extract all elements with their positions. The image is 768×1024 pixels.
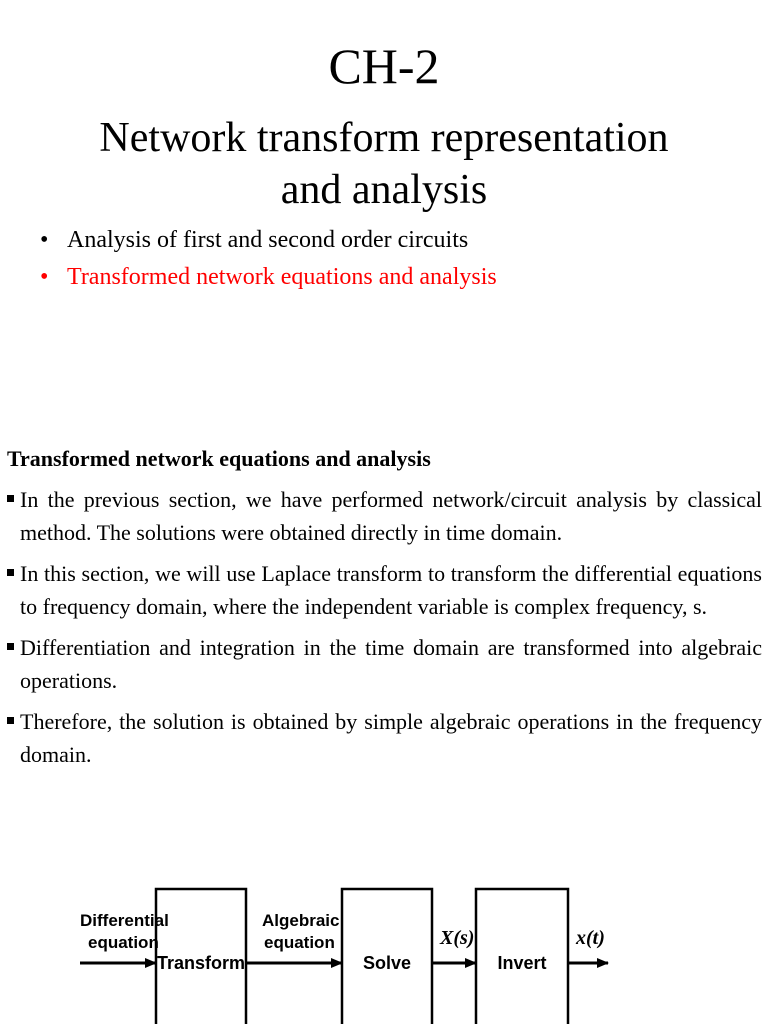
signal-time-label: x(t) [576, 927, 605, 949]
square-bullet-icon [7, 495, 14, 502]
paragraph-list [7, 483, 762, 779]
transform-box-label: Transform [156, 953, 246, 973]
topic-bullet-text: Analysis of first and second order circuits [67, 227, 469, 253]
paragraph-item [7, 631, 762, 697]
topic-bullet-text: Transformed network equations and analysis [67, 264, 497, 290]
paragraph-item [7, 557, 762, 623]
square-bullet-icon [7, 569, 14, 576]
slide-subtitle [0, 112, 768, 216]
invert-box-label: Invert [497, 953, 547, 973]
paragraph-item [7, 705, 762, 771]
input-label-line-2: equation [88, 933, 159, 952]
square-bullet-icon [7, 717, 14, 724]
mid-label-line-1: Algebraic [262, 911, 340, 930]
square-bullet-icon [7, 643, 14, 650]
slide-title: CH-2 [328, 38, 440, 94]
laplace-flow-diagram [0, 870, 768, 1024]
topic-bullet-highlighted [40, 259, 497, 296]
bullet-dot-icon: • [40, 227, 49, 253]
paragraph-text: Differentiation and integration in the time domain are transformed into algebraic operations. [20, 635, 762, 693]
solve-box-label: Solve [362, 953, 412, 973]
input-label-line-1: Differential [80, 911, 169, 930]
paragraph-text: In the previous section, we have performed network/circuit analysis by classical method. The solutions were obtained directly in time domain. [20, 487, 762, 545]
signal-freq-label: X(s) [440, 927, 475, 949]
mid-label-line-2: equation [264, 933, 335, 952]
topic-bullet [40, 222, 497, 259]
section-heading: Transformed network equations and analysis [7, 446, 431, 471]
paragraph-text: In this section, we will use Laplace transform to transform the differential equations to frequency domain, where the independent variable is complex frequency, s. [20, 561, 762, 619]
paragraph-text: Therefore, the solution is obtained by simple algebraic operations in the frequency domain. [20, 709, 762, 767]
subtitle-line-2: and analysis [280, 167, 488, 213]
topic-bullet-list [40, 222, 497, 296]
bullet-dot-icon: • [40, 264, 49, 290]
subtitle-line-1: Network transform representation [99, 115, 669, 161]
paragraph-item [7, 483, 762, 549]
